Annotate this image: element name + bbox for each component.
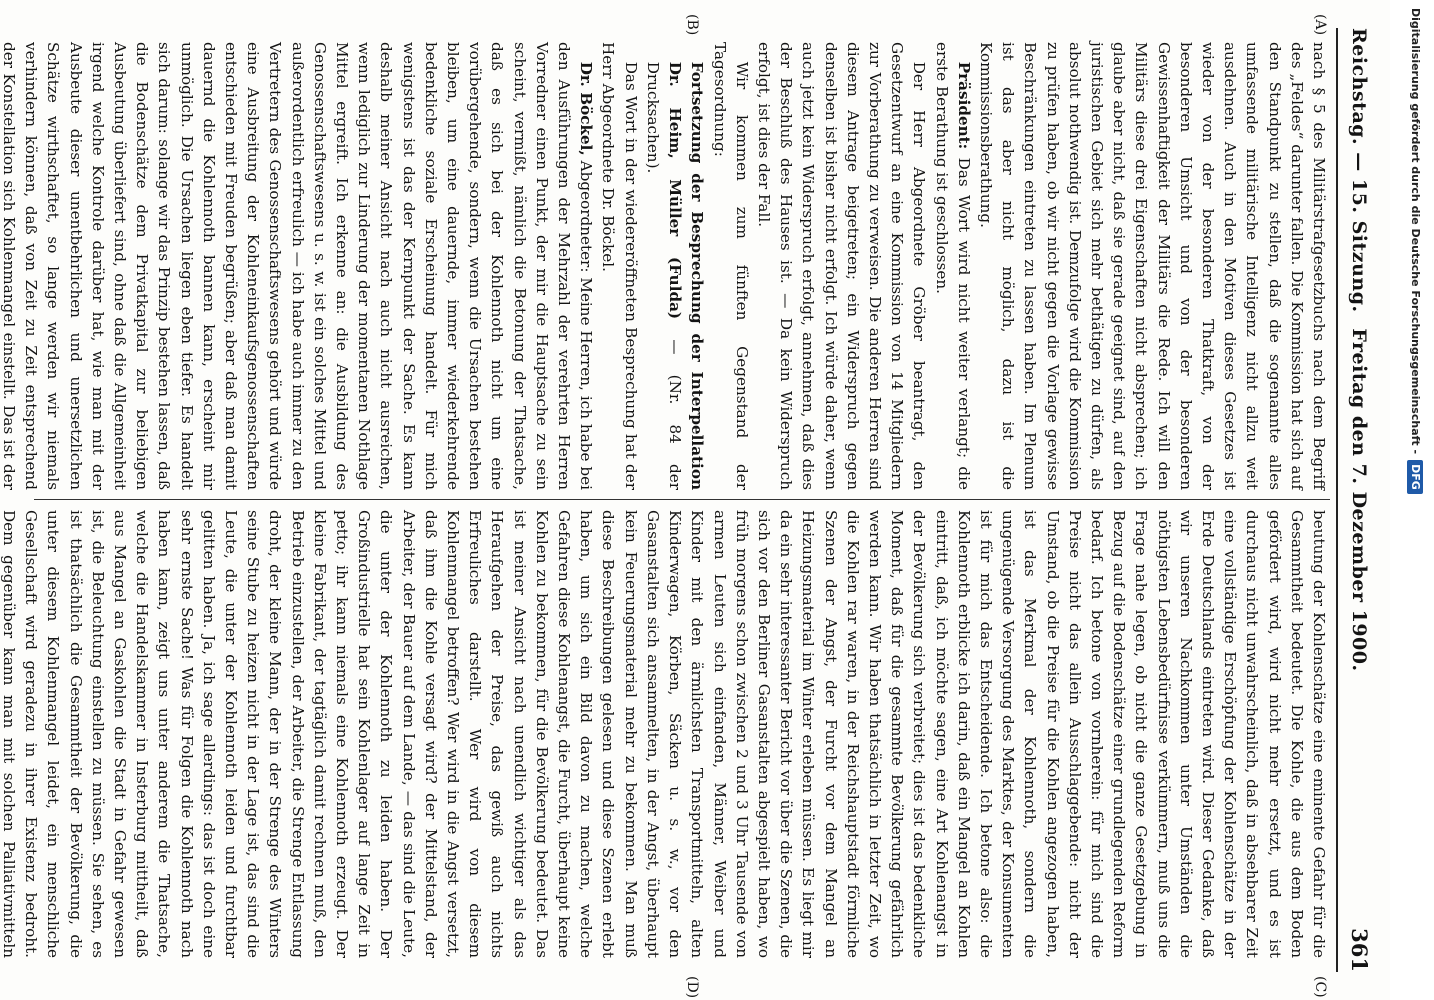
header-session: Reichstag. — 15. Sitzung. <box>1348 28 1370 313</box>
speaker-label: Dr. Böckel, <box>577 61 596 156</box>
left-column <box>0 42 1330 491</box>
speech-paragraph <box>0 42 597 490</box>
paragraph: Wir kommen zum fünften Gegenstand der Tagesordnung: <box>710 42 751 490</box>
agenda-item <box>642 42 709 490</box>
column-divider <box>34 499 1330 500</box>
page-number: 361 <box>1347 928 1372 972</box>
paragraph-text: Abgeordneter: Meine Herren, ich habe bei den Ausführungen der Mehrzahl der verehrten Herren Vorredner einen Punkt, der mir die Hauptsache zu sein scheint, vermißt, nämlich die Betonung der Thatsache, daß es sich bei der Kohlennoth nicht um eine vorübergehende, sondern, wenn die Ursachen bestehen bleiben, um eine dauernde, immer wiederkehrende bedenkliche soziale Erscheinung handelt. Für mich wenigstens ist das der Kernpunkt der Sache. Es kann deshalb meiner Ansicht nach auch nicht ausreichen, wenn lediglich zur Linderung der momentanen Nothlage Mittel ergreift. Ich erkenne an: die Ausbildung des Genossenschaftswesens u. s. w. ist ein solches Mittel und außerordentlich erfreulich — ich habe auch immer zu den Vertretern des Genossenschaftswesens gehört und würde eine Ausbreitung der Kohleneinkaufsgenossenschaften entschieden mit Freuden begrüßen; aber daß man damit dauernd die Kohlennoth bannen kann, erscheint mir unmöglich. Die Ursachen liegen eben tiefer. Es handelt sich darum: solange wir das Prinzip bestehen lassen, daß die Bodenschätze dem Privatkapital zur beliebigen Ausbeutung überliefert sind, ohne daß die Allgemeinheit irgend welche Kontrole darüber hat, wie man mit der Ausbeute dieser unentbehrlichen und unersetzlichen Schätze wirthschaftet, so lange werden wir niemals verhindern können, daß von Zeit zu Zeit entsprechend der Konstellation sich Kohlenmangel einstellt. Das ist der <box>0 42 596 491</box>
header-date: Freitag den 7. Dezember 1900. <box>1348 328 1370 672</box>
digitization-note-text <box>1402 8 1428 968</box>
president-paragraph <box>930 42 974 490</box>
header-rule <box>1336 28 1338 972</box>
paragraph: Das Wort in der wiedereröffneten Besprechung hat der Herr Abgeordnete Dr. Böckel. <box>599 42 640 490</box>
margin-marker-d: (D) <box>684 976 700 999</box>
paragraph: nach § 5 des Militärstrafgesetzbuchs nach dem Begriff des „Feldes“ darunter fallen. Die Kommission hat sich auf den Standpunkt zu stellen, daß die sogenannte alles umfassende militärische Intelligenz nicht allzu weit ausdehnen. Auch in den Motiven dieses Gesetzes ist wieder von der besonderen Thatkraft, von der besonderen Umsicht und von der besonderen Gewissenhaftigkeit der Militärs die Rede. Ich will den Militärs diese drei Eigenschaften nicht absprechen; ich glaube aber nicht, daß sie gerade geeignet sind, auf den juristischen Gebiet sich mehr bethätigen zu dürfen, als absolut nothwendig ist. Demzufolge wird die Kommission zu prüfen haben, ob wir nicht gegen die Vorlage gewisse Beschränkungen eintreten zu lassen haben. Im Plenum ist das aber nicht möglich, dazu ist die Kommissionsberathung. <box>976 42 1328 490</box>
agenda-reference: — (Nr. 84 der Drucksachen). <box>643 61 685 490</box>
speaker-label: Präsident: <box>954 61 973 150</box>
paragraph: Der Herr Abgeordnete Gröber beantragt, den Gesetzentwurf an eine Kommission von 14 Mitgliedern zur Vorberathung zu verweisen. Die anderen Herren sind diesem Antrage beigetreten; ein Widerspruch gegen denselben ist bisher nicht erfolgt. Ich würde daher, wenn auch jetzt kein Widerspruch erfolgt, annehmen, daß dies der Beschluß des Hauses ist. — Da kein Widerspruch erfolgt, ist dies der Fall. <box>754 42 929 490</box>
margin-marker-a: (A) <box>1312 14 1328 36</box>
digitization-note <box>1402 8 1428 992</box>
right-column <box>0 510 1330 958</box>
paragraph-text: Das Wort wird nicht weiter verlangt; die erste Berathung ist geschlossen. <box>932 42 973 490</box>
page-header <box>1340 28 1376 972</box>
digitization-credit: Digitalisierung gefördert durch die Deutsche Forschungsgemeinschaft - <box>1409 8 1422 455</box>
agenda-title: Fortsetzung der Besprechung der Interpellation Dr. Heim, Müller (Fulda) <box>666 61 707 490</box>
margin-marker-b: (B) <box>684 14 700 36</box>
paragraph: beutung der Kohlenschätze eine eminente Gefahr für die Gesammtheit bedeutet. Die Kohle, die aus dem Boden gefördert wird, wird nicht mehr ersetzt, und es ist durchaus nicht unwahrscheinlich, daß in absehbarer Zeit eine vollständige Erschöpfung der Kohlenschätze in der Erde Deutschlands eintreten wird. Dieser Gedanke, daß wir unseren Nachkommen unter Umständen die nöthigsten Lebensbedürfnisse verkümmern, muß uns die Frage nahe legen, ob nicht die ganze Gesetzgebung in Bezug auf die Bodenschätze einer grundlegenden Reform bedarf. Ich betone von vornherein: für mich sind die Preise nicht das allein Ausschlaggebende: nicht der Umstand, ob die Preise für die Kohlen angezogen haben, ist das Merkmal der Kohlennoth, sondern die ungenügende Versorgung des Marktes, der Konsumenten ist für mich das Entscheidende. Ich betone also: die Kohlennoth erblicke ich darin, daß ein Mangel an Kohlen eintritt, daß, ich möchte sagen, eine Art Kohlenangst in der Bevölkerung sich verbreitet; dies ist das bedenkliche Moment, daß für die gesammte Bevölkerung gefährlich werden kann. Wir haben thatsächlich in letzter Zeit, wo die Kohlen rar waren, in der Reichshauptstadt förmliche Szenen der Angst, der Furcht vor dem Mangel an Heizungsmaterial im Winter erleben müssen. Es liegt mir da ein sehr interessanter Bericht vor über die Szenen, die sich vor den Berliner Gasanstalten abgespielt haben, wo früh morgens schon zwischen 2 und 3 Uhr Tausende von armen Leuten sich einfanden, Männer, Weiber und Kinder mit den ärmlichsten Transportmitteln, alten Kinderwagen, Körben, Säcken u. s. w., vor den Gasanstalten sich ansammelten, in der Angst, überhaupt kein Feuerungsmaterial mehr zu bekommen. Man muß diese Beschreibungen gelesen und diese Szenen erlebt haben, um sich ein Bild davon zu machen, welche Gefahren diese Kohlenangst, die Furcht, überhaupt keine Kohlen zu bekommen, für die Bevölkerung bedeutet. Das ist meiner Ansicht nach unendlich wichtiger als das Heraufgehen der Preise, das gewiß auch nichts Erfreuliches darstellt. Wer wird von diesem Kohlenmangel betroffen? Wer wird in die Angst versetzt, daß ihm die Kohle versagt wird? der Mittelstand, der Arbeiter, der Bauer auf dem Lande, — das sind die Leute, die unter der Kohlennoth zu leiden haben. Der Großindustrielle hat sein Kohlenlager auf lange Zeit in petto; ihr kann niemals eine Kohlennoth erzeugt. Der kleine Fabrikant, der tagtäglich damit rechnen muß, den Betrieb einzustellen, der Arbeiter, die Strenge Entlassung droht, der kleine Mann, der in der Strenge des Winters seine Stube zu heizen nicht in der Lage ist, das sind die Leute, die unter der Kohlennoth leiden und furchtbar gelitten haben. Ja, ich sage allerdings: das ist doch eine sehr ernste Sache! Was für Folgen die Kohlennoth nach haben kann, zeigt uns unter anderem die Thatsache, welche die Handelskammer in Insterburg mittheilt, daß aus Mangel an Gaskohlen die Stadt in Gefahr gewesen ist, die Beleuchtung einstellen zu müssen. Sie sehen, es ist thatsächlich die Gesammtheit der Bevölkerung, die unter diesem Kohlenmangel leidet, ein menschliche Gesellschaft wird geradezu in ihrer Existenz bedroht. Dem gegenüber kann man mit solchen Palliativmitteln <box>0 510 1328 958</box>
margin-marker-c: (C) <box>1312 976 1328 998</box>
dfg-badge: DFG <box>1407 460 1423 494</box>
